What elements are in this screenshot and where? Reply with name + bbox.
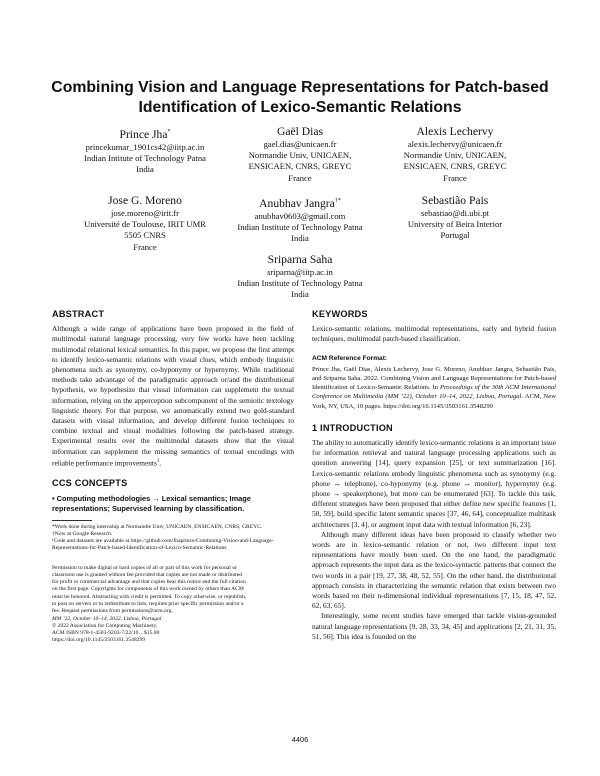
introduction-heading: 1 INTRODUCTION	[312, 422, 393, 433]
permission-line: must be honored. Abstracting with credit is permitted. To copy otherwise, or republish,	[52, 593, 247, 600]
author-affiliation: Indian Intitute of Technology Patna	[84, 153, 206, 164]
author-country: France	[443, 172, 467, 183]
author-affiliation-2: ENSICAEN, CNRS, GREYC	[403, 161, 507, 172]
author-affiliation: Normandie Univ, UNICAEN,	[403, 150, 507, 161]
author-country: Portugal	[440, 230, 470, 241]
reference-venue: Proceedings of the 30th ACM International Conference on Multimedia (MM ’22), October 10–14, 2022, Lisboa, Portugal.	[312, 384, 556, 401]
right-column	[312, 309, 556, 642]
author-country: France	[288, 172, 312, 183]
conference-line: MM ’22, October 10–14, 2022, Lisboa, Portugal	[52, 615, 162, 622]
reference-part: Prince Jha, Gaël Dias, Alexis Lechervy, Jose G. Moreno, Anubhav Jangra, Sebastião Pais, and Sriparna Saha. 2022. Combining Vision and Language Representations for Patch-based Identification of Lexico-Semantic Relations. In	[312, 365, 556, 392]
author-name: Anubhav Jangra	[259, 196, 335, 210]
author-mark: †*	[334, 198, 341, 204]
reference-part-2: ACM, New York, NY, USA, 10 pages. https://doi.org/10.1145/3503161.3548299	[312, 393, 556, 410]
ccs-heading: CCS CONCEPTS	[52, 478, 128, 489]
author-name: Jose G. Moreno	[108, 194, 182, 207]
permission-line: classroom use is granted without fee provided that copies are not made or distributed	[52, 571, 242, 578]
footnote-divider	[52, 520, 92, 521]
intro-paragraph-1: The ability to automatically identify lexico-semantic relations is an important issue for information retrieval and natural language processing applications such as question answering [14], query expansion [25], or text summarization [16]. Lexico-semantic relations embody linguistic phenomena such as synonymy (e.g. phone ↔ telephone), co-hyponymy (e.g. phone ↔ monitor), hypernymy (e.g. phone → speakerphone), but more can be enumerated [63]. To tackle this task, different strategies have been proposed that either define new specific features [1, 50, 59], build specific latent semantic spaces [37, 46, 64], conceptualize multitask architectures [3, 4], or augment input data with textual information [6, 23].	[312, 438, 556, 529]
footnote-ref: 1	[156, 458, 160, 464]
acm-reference-text	[312, 365, 556, 411]
keywords-heading: KEYWORDS	[312, 309, 368, 319]
author-mark: *	[167, 129, 171, 135]
author-block-3	[360, 125, 550, 184]
left-column	[52, 309, 294, 645]
keywords-text: Lexico-semantic relations, multimodal representations, early and hybrid fusion techniques, multimodal patch-based classification.	[312, 324, 556, 344]
author-name: Prince Jha	[119, 127, 168, 141]
author-block-7	[205, 253, 395, 301]
author-name: Sebastião Pais	[421, 194, 489, 207]
permission-line: fee. Request permissions from permissions@acm.org.	[52, 608, 173, 615]
abstract-heading: ABSTRACT	[52, 309, 105, 319]
author-email: princekumar_1901cs42@iitp.ac.in	[85, 141, 205, 152]
page-number: 4406	[291, 735, 309, 744]
author-block-6	[360, 194, 550, 242]
intro-paragraph-3: Interestingly, some recent studies have emerged that tackle vision-grounded natural language representations [9, 28, 33, 34, 45] and applications [2, 21, 31, 35, 51, 56]. This idea is founded on the	[312, 611, 556, 641]
permission-line: to post on servers or to redistribute to lists, requires prior specific permission and/or a	[52, 600, 244, 607]
footnote-1: *Work done during internship at Normandie Univ, UNICAEN, ENSICAEN, CNRS, GREYC.	[52, 523, 263, 530]
intro-paragraph-2: Although many different ideas have been proposed to classify whether two words are in lexico-semantic relation or not, two different input text representations have mostly been used. On the one hand, the paradigmatic approach represents the input data as the lexico-syntactic patterns that connect the two words in a pair [19, 27, 38, 48, 52, 55]. On the other hand, the distributional approach consists in characterizing the semantic relation that exists between two words based on their n-dimensional individual representations [7, 15, 18, 47, 52, 62, 63, 65].	[312, 529, 556, 611]
author-email: sriparna@iitp.ac.in	[267, 267, 333, 277]
author-name: Gaël Dias	[276, 125, 324, 138]
author-affiliation: Normandie Univ, UNICAEN,	[248, 150, 352, 161]
author-country: India	[136, 164, 154, 175]
acm-reference-heading: ACM Reference Format:	[312, 354, 388, 362]
title-line-2: Identification of Lexico-Semantic Relations	[138, 99, 462, 116]
footnote-2: †Now at Google Research.	[52, 530, 113, 537]
author-affiliation: Indian Institute of Technology Patna	[237, 222, 363, 233]
author-affiliation: Indian Institute of Technology Patna	[237, 278, 363, 289]
paper-title	[40, 78, 560, 118]
abstract-end: .	[159, 458, 162, 468]
abstract-text	[52, 324, 294, 468]
author-name: Sriparna Saha	[267, 253, 333, 266]
author-country: India	[291, 289, 309, 300]
author-affiliation: University of Beira Interior	[407, 219, 503, 230]
abstract-body: Although a wide range of applications have been proposed in the field of multimodal natural language processing, very few works have been tackling multimodal relational lexical semantics. In this paper, we propose the first attempt to identify lexico-semantic relations with visual clues, which embody linguistic phenomena such as synonymy, co-hyponymy or hypernymy. While traditional methods take advantage of the paradigmatic approach or/and the distributional hypothesis, we hypothesize that visual information can supplement the textual information, relying on the apperception subcomponent of the semiotic textology linguistic theory. For that purpose, we automatically extend two gold-standard datasets with visual information, and develop different fusion techniques to combine textual and visual modalities following the patch-based strategy. Experimental results over the multimodal datasets show that the visual information can supplement the missing semantics of textual encodings with reliable performance improvements	[52, 324, 294, 468]
author-country: France	[133, 241, 157, 252]
footnote-3: ¹Code and datasets are available at https://github.com/Jhaprince/Combining-Vision-and-Language-Representations-for-Patch-based-Identification-of-Lexico-Semantic-Relations	[52, 538, 274, 552]
ccs-concepts: • Computing methodologies → Lexical semantics; Image representations; Supervised learning by classification.	[52, 493, 251, 513]
author-country: India	[291, 233, 309, 244]
author-affiliation-2: ENSICAEN, CNRS, GREYC	[248, 161, 352, 172]
author-affiliation-2: 5505 CNRS	[124, 230, 166, 241]
permission-block	[52, 565, 294, 645]
author-email: sebastiao@di.ubi.pt	[420, 208, 490, 218]
isbn-line: ACM ISBN 978-1-4503-9203-7/22/10…$15.00	[52, 630, 160, 637]
author-email: alexis.lechervy@unicaen.fr	[407, 139, 503, 149]
permission-line: Permission to make digital or hard copies of all or part of this work for personal or	[52, 564, 237, 571]
copyright-line: © 2022 Association for Computing Machinery.	[52, 622, 158, 629]
doi-link[interactable]: https://doi.org/10.1145/3503161.3548299	[52, 637, 146, 644]
permission-line: for profit or commercial advantage and that copies bear this notice and the full citation	[52, 579, 246, 586]
author-email: jose.moreno@irit.fr	[110, 208, 180, 218]
author-email: gael.dias@unicaen.fr	[263, 139, 337, 149]
author-affiliation: Université de Toulouse, IRIT UMR	[83, 219, 206, 230]
permission-line: on the first page. Copyrights for components of this work owned by others than ACM	[52, 586, 244, 593]
title-line-1: Combining Vision and Language Representations for Patch-based	[51, 79, 549, 96]
author-name: Alexis Lechervy	[416, 125, 494, 138]
author-email: anubhav0603@gmail.com	[254, 210, 346, 221]
